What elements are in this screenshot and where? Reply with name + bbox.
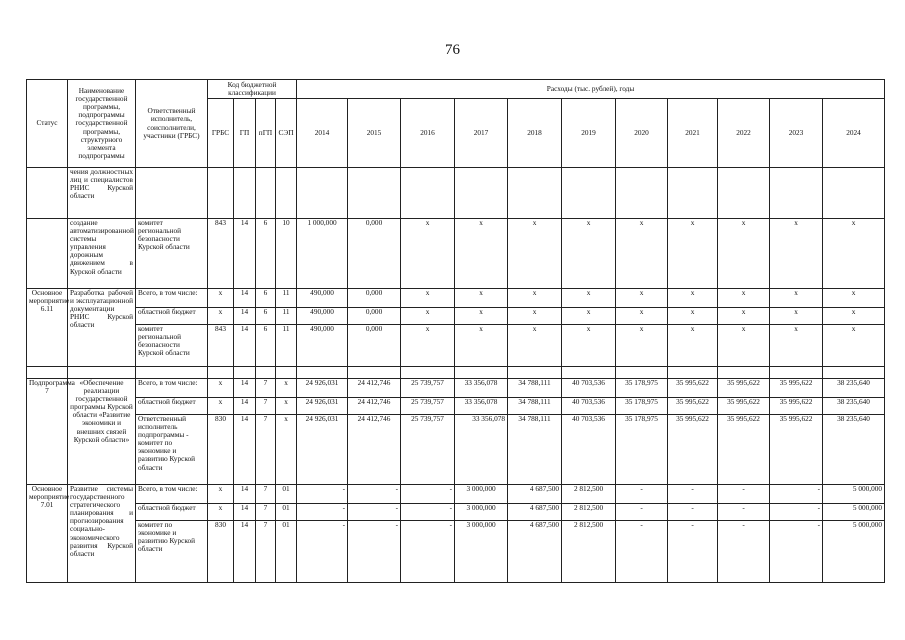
expense-value: 2 812,500 xyxy=(562,521,616,583)
gp-code: 14 xyxy=(234,308,256,325)
expense-value: 490,000 xyxy=(297,308,348,325)
expense-value: 34 788,111 xyxy=(508,379,562,398)
header-year: 2017 xyxy=(455,99,508,168)
expense-value: - xyxy=(297,521,348,583)
expense-value: 40 703,536 xyxy=(562,379,616,398)
status-cell: Подпрограмма 7 xyxy=(27,379,68,485)
expense-value: - xyxy=(668,504,718,521)
expense-value: x xyxy=(562,325,616,367)
expense-value: x xyxy=(562,219,616,289)
expense-value: 4 687,500 xyxy=(508,504,562,521)
executor: областной бюджет xyxy=(136,398,208,415)
header-year: 2016 xyxy=(401,99,455,168)
expense-value: x xyxy=(508,219,562,289)
expense-value: 33 356,078 xyxy=(455,415,508,485)
table-row xyxy=(27,308,885,325)
expense-value: 33 356,078 xyxy=(455,398,508,415)
expense-value: 5 000,000 xyxy=(823,504,885,521)
table-row xyxy=(27,379,885,398)
gp-code: 14 xyxy=(234,289,256,308)
expense-value: 490,000 xyxy=(297,325,348,367)
measure-name: Развитие системы государственного стратегического планирования и прогнозирования социально-экономического развития Курской области xyxy=(68,485,136,583)
gp-code: 14 xyxy=(234,485,256,504)
ngp-code: 7 xyxy=(256,504,276,521)
expense-value: 38 235,640 xyxy=(823,379,885,398)
expense-value: 2 812,500 xyxy=(562,485,616,504)
expense-value: - xyxy=(718,521,770,583)
grbs-code: x xyxy=(208,308,234,325)
executor: Всего, в том числе: xyxy=(136,485,208,504)
expense-value: x xyxy=(455,325,508,367)
expense-value: x xyxy=(668,325,718,367)
executor: комитет региональной безопасности Курской области xyxy=(136,219,208,289)
expense-value: x xyxy=(616,325,668,367)
header-year: 2015 xyxy=(348,99,401,168)
expense-value: x xyxy=(562,289,616,308)
expense-value: 35 995,622 xyxy=(718,379,770,398)
expense-value: - xyxy=(668,485,718,504)
executor: Ответственный исполнитель подпрограммы - комитет по экономике и развитию Курской области xyxy=(136,415,208,485)
expense-value: 35 995,622 xyxy=(668,398,718,415)
grbs-code: x xyxy=(208,398,234,415)
expense-value: x xyxy=(455,289,508,308)
gp-code: 14 xyxy=(234,415,256,485)
ngp-code: 6 xyxy=(256,289,276,308)
gp-code: 14 xyxy=(234,325,256,367)
measure-name: создание автоматизированной системы управления дорожным движением в Курской области xyxy=(68,219,136,289)
status-cell: Основное мероприятие 6.11 xyxy=(27,289,68,367)
header-ngp: пГП xyxy=(256,99,276,168)
expense-value: x xyxy=(616,289,668,308)
expense-value: x xyxy=(562,308,616,325)
expense-value: 24 926,031 xyxy=(297,415,348,485)
ngp-code: 7 xyxy=(256,415,276,485)
header-year: 2020 xyxy=(616,99,668,168)
expense-value: - xyxy=(770,485,823,504)
expense-value: x xyxy=(823,325,885,367)
expense-value: 35 178,975 xyxy=(616,415,668,485)
expense-value: - xyxy=(616,521,668,583)
expense-value: x xyxy=(401,289,455,308)
expense-value: 35 995,622 xyxy=(718,415,770,485)
separator-row xyxy=(27,367,885,379)
expense-value: x xyxy=(770,325,823,367)
budget-table xyxy=(26,79,885,583)
expense-value: 25 739,757 xyxy=(401,398,455,415)
executor: областной бюджет xyxy=(136,504,208,521)
page-number: 76 xyxy=(445,42,460,58)
expense-value: x xyxy=(823,308,885,325)
expense-value: x xyxy=(508,289,562,308)
expense-value: - xyxy=(718,485,770,504)
table-row xyxy=(27,325,885,367)
expense-value: - xyxy=(348,504,401,521)
ngp-code: 7 xyxy=(256,379,276,398)
header-budget-code: Код бюджетной классификации xyxy=(208,80,297,99)
expense-value: 34 788,111 xyxy=(508,415,562,485)
expense-value: x xyxy=(770,308,823,325)
gp-code: 14 xyxy=(234,504,256,521)
expense-value: x xyxy=(718,289,770,308)
expense-value: x xyxy=(508,325,562,367)
executor: комитет по экономике и развитию Курской области xyxy=(136,521,208,583)
expense-value: - xyxy=(401,504,455,521)
expense-value: 25 739,757 xyxy=(401,379,455,398)
expense-value: x xyxy=(668,308,718,325)
ngp-code: 7 xyxy=(256,521,276,583)
expense-value: x xyxy=(508,308,562,325)
expense-value: x xyxy=(668,289,718,308)
expense-value: 40 703,536 xyxy=(562,415,616,485)
gp-code: 14 xyxy=(234,219,256,289)
expense-value: 3 000,000 xyxy=(455,504,508,521)
expense-value: x xyxy=(718,308,770,325)
expense-value: 40 703,536 xyxy=(562,398,616,415)
header-expenses: Расходы (тыс. рублей), годы xyxy=(297,80,885,99)
expense-value: 4 687,500 xyxy=(508,485,562,504)
grbs-code: 843 xyxy=(208,219,234,289)
expense-value: x xyxy=(401,219,455,289)
expense-value: x xyxy=(718,219,770,289)
table-row xyxy=(27,289,885,308)
table-row xyxy=(27,168,885,219)
expense-value: 3 000,000 xyxy=(455,485,508,504)
ngp-code: 7 xyxy=(256,485,276,504)
header-year: 2021 xyxy=(668,99,718,168)
expense-value: 35 995,622 xyxy=(668,415,718,485)
expense-value: 38 235,640 xyxy=(823,398,885,415)
expense-value: x xyxy=(668,219,718,289)
expense-value: 38 235,640 xyxy=(823,415,885,485)
sep-code: 01 xyxy=(276,485,297,504)
expense-value: x xyxy=(770,289,823,308)
subprogram-name: «Обеспечение реализации государственной программы Курской области «Развитие экономики и внешних связей Курской области» xyxy=(68,379,136,485)
header-year: 2014 xyxy=(297,99,348,168)
expense-value: 4 687,500 xyxy=(508,521,562,583)
expense-value: - xyxy=(770,504,823,521)
expense-value: - xyxy=(401,521,455,583)
expense-value: 35 178,975 xyxy=(616,379,668,398)
header-status: Статус xyxy=(27,80,68,168)
sep-code: 11 xyxy=(276,289,297,308)
expense-value: 24 926,031 xyxy=(297,398,348,415)
expense-value: - xyxy=(668,521,718,583)
expense-value: 25 739,757 xyxy=(401,415,455,485)
header-executor: Ответственный исполнитель, соисполнители, участники (ГРБС) xyxy=(136,80,208,168)
expense-value: x xyxy=(823,219,885,289)
table-row xyxy=(27,219,885,289)
expense-value: - xyxy=(401,485,455,504)
expense-value: 490,000 xyxy=(297,289,348,308)
grbs-code: 830 xyxy=(208,415,234,485)
gp-code: 14 xyxy=(234,521,256,583)
expense-value: - xyxy=(718,504,770,521)
sep-code: 11 xyxy=(276,308,297,325)
expense-value: 3 000,000 xyxy=(455,521,508,583)
status-cell: Основное мероприятие 7.01 xyxy=(27,485,68,583)
expense-value: 35 178,975 xyxy=(616,398,668,415)
grbs-code: 830 xyxy=(208,521,234,583)
expense-value: - xyxy=(616,504,668,521)
expense-value: 5 000,000 xyxy=(823,521,885,583)
header-year: 2024 xyxy=(823,99,885,168)
measure-name: Разработка рабочей и эксплуатационной документации РНИС Курской области xyxy=(68,289,136,367)
sep-code: x xyxy=(276,379,297,398)
executor: Всего, в том числе: xyxy=(136,289,208,308)
expense-value: 35 995,622 xyxy=(770,415,823,485)
expense-value: 2 812,500 xyxy=(562,504,616,521)
executor: Всего, в том числе: xyxy=(136,379,208,398)
expense-value: - xyxy=(616,485,668,504)
table-row xyxy=(27,398,885,415)
expense-value: x xyxy=(401,325,455,367)
grbs-code: x xyxy=(208,485,234,504)
header-year: 2023 xyxy=(770,99,823,168)
expense-value: 35 995,622 xyxy=(770,379,823,398)
header-year: 2022 xyxy=(718,99,770,168)
expense-value: x xyxy=(770,219,823,289)
header-grbs: ГРБС xyxy=(208,99,234,168)
expense-value: 35 995,622 xyxy=(718,398,770,415)
expense-value: x xyxy=(616,308,668,325)
expense-value: 1 000,000 xyxy=(297,219,348,289)
ngp-code: 6 xyxy=(256,219,276,289)
expense-value: x xyxy=(455,308,508,325)
expense-value: 24 412,746 xyxy=(348,379,401,398)
expense-value: - xyxy=(297,485,348,504)
sep-code: x xyxy=(276,415,297,485)
expense-value: x xyxy=(455,219,508,289)
ngp-code: 7 xyxy=(256,398,276,415)
ngp-code: 6 xyxy=(256,308,276,325)
header-name: Наименование государственной программы, подпрограммы государственной программы, структурного элемента подпрограммы xyxy=(68,80,136,168)
expense-value: - xyxy=(348,521,401,583)
expense-value: 35 995,622 xyxy=(668,379,718,398)
expense-value: 5 000,000 xyxy=(823,485,885,504)
expense-value: - xyxy=(297,504,348,521)
expense-value: 35 995,622 xyxy=(770,398,823,415)
expense-value: 24 412,746 xyxy=(348,415,401,485)
sep-code: x xyxy=(276,398,297,415)
expense-value: x xyxy=(616,219,668,289)
expense-value: 0,000 xyxy=(348,219,401,289)
table-row xyxy=(27,521,885,583)
expense-value: - xyxy=(348,485,401,504)
grbs-code: x xyxy=(208,504,234,521)
header-year: 2019 xyxy=(562,99,616,168)
header-year: 2018 xyxy=(508,99,562,168)
expense-value: 34 788,111 xyxy=(508,398,562,415)
header-row-top xyxy=(27,80,885,99)
expense-value: x xyxy=(401,308,455,325)
gp-code: 14 xyxy=(234,398,256,415)
expense-value: 24 412,746 xyxy=(348,398,401,415)
sep-code: 10 xyxy=(276,219,297,289)
gp-code: 14 xyxy=(234,379,256,398)
header-gp: ГП xyxy=(234,99,256,168)
expense-value: x xyxy=(718,325,770,367)
expense-value: - xyxy=(770,521,823,583)
table-row xyxy=(27,504,885,521)
measure-name: чения должностных лиц и специалистов РНИС Курской области xyxy=(68,168,136,219)
ngp-code: 6 xyxy=(256,325,276,367)
grbs-code: x xyxy=(208,289,234,308)
expense-value: 0,000 xyxy=(348,308,401,325)
header-sep: СЭП xyxy=(276,99,297,168)
sep-code: 01 xyxy=(276,521,297,583)
executor: комитет региональной безопасности Курской области xyxy=(136,325,208,367)
sep-code: 01 xyxy=(276,504,297,521)
expense-value: 24 926,031 xyxy=(297,379,348,398)
expense-value: 33 356,078 xyxy=(455,379,508,398)
grbs-code: x xyxy=(208,379,234,398)
executor: областной бюджет xyxy=(136,308,208,325)
table-row xyxy=(27,415,885,485)
grbs-code: 843 xyxy=(208,325,234,367)
expense-value: 0,000 xyxy=(348,289,401,308)
table-row xyxy=(27,485,885,504)
expense-value: x xyxy=(823,289,885,308)
sep-code: 11 xyxy=(276,325,297,367)
expense-value: 0,000 xyxy=(348,325,401,367)
